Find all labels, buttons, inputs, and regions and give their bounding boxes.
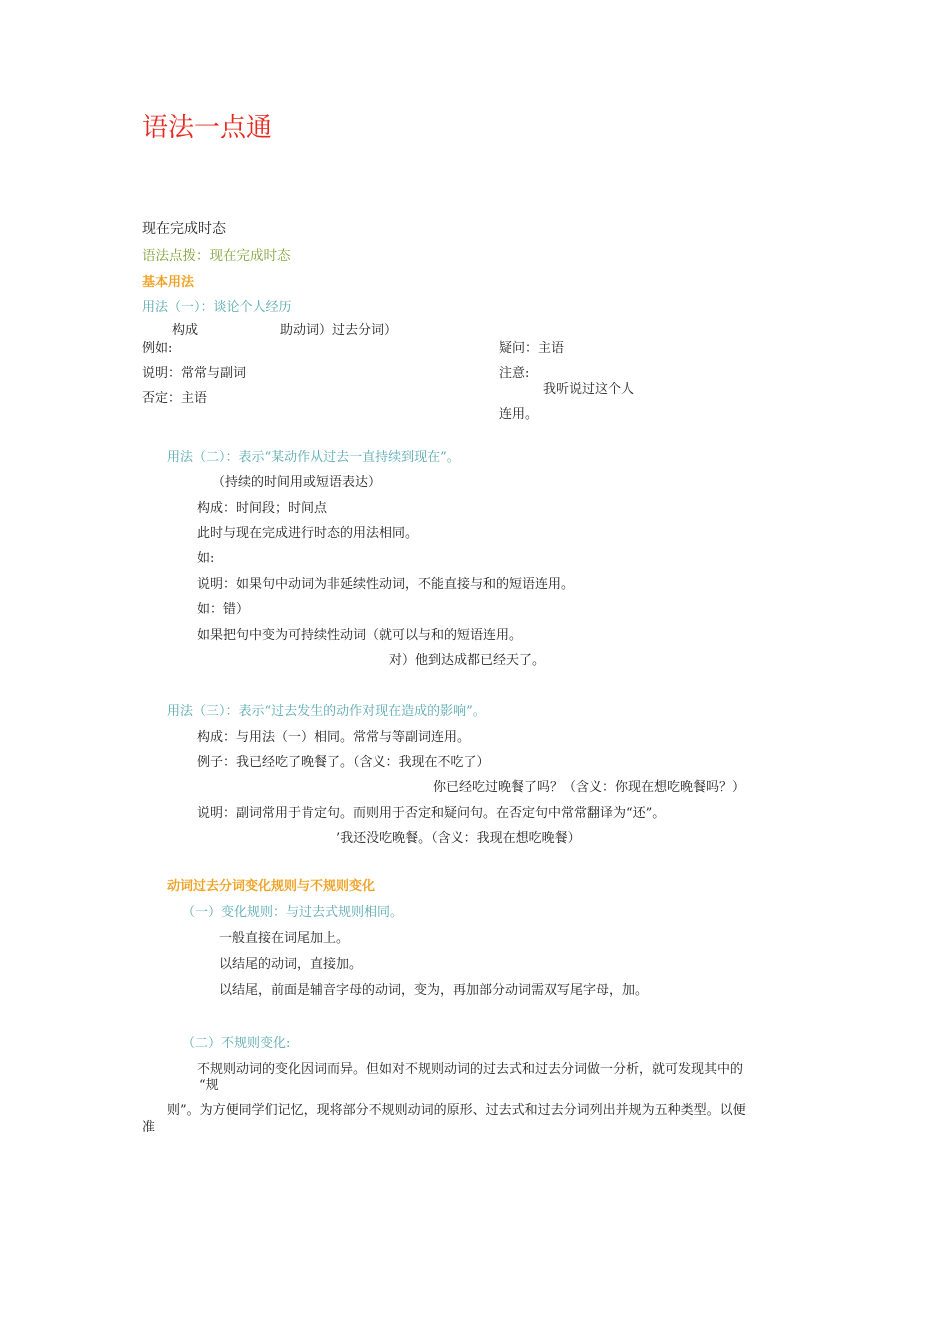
usage1-negative: 否定：主语 bbox=[142, 391, 208, 406]
usage2-line3: 此时与现在完成进行时态的用法相同。 bbox=[197, 526, 419, 541]
usage1-explain: 说明：常常与副词 bbox=[142, 366, 247, 381]
usage1-note: 注意: bbox=[499, 366, 530, 381]
usage2-line7: 如果把句中变为可持续性动词（就可以与和的短语连用。 bbox=[197, 628, 523, 643]
usage3-line1: 构成：与用法（一）相同。常常与等副词连用。 bbox=[197, 730, 471, 745]
rule2: 以结尾的动词，直接加。 bbox=[219, 957, 363, 972]
usage1-note-example: 我听说过这个人 bbox=[543, 382, 635, 397]
usage3-line2: 例子：我已经吃了晚餐了。（含义：我现在不吃了） bbox=[197, 755, 490, 770]
usage3-line5: ’我还没吃晚餐。（含义：我现在想吃晚餐） bbox=[336, 831, 581, 846]
usage2-line8: 对）他到达成都已经天了。 bbox=[389, 653, 546, 668]
usage1-structure-rest: 助动词）过去分词） bbox=[280, 323, 398, 338]
usage3-line3: 你已经吃过晚餐了吗？（含义：你现在想吃晚餐吗？） bbox=[433, 780, 746, 795]
usage1-example: 例如: bbox=[142, 341, 173, 356]
usage2-heading: 用法（二）：表示“某动作从过去一直持续到现在”。 bbox=[167, 450, 460, 465]
usage1-structure-label: 构成 bbox=[172, 323, 199, 338]
usage2-line1: （持续的时间用或短语表达） bbox=[212, 475, 382, 490]
regular-heading: （一）变化规则：与过去式规则相同。 bbox=[182, 905, 404, 920]
subtitle: 语法点拨：现在完成时态 bbox=[142, 248, 291, 264]
doc-title: 语法一点通 bbox=[142, 113, 273, 143]
usage3-line4: 说明：副词常用于肯定句。而则用于否定和疑问句。在否定句中常常翻译为“还”。 bbox=[197, 806, 666, 821]
usage3-heading: 用法（三）：表示“过去发生的动作对现在造成的影响”。 bbox=[167, 704, 486, 719]
usage1-question: 疑问：主语 bbox=[499, 341, 565, 356]
rule1: 一般直接在词尾加上。 bbox=[219, 931, 350, 946]
usage2-line4: 如: bbox=[197, 551, 215, 566]
usage2-line2: 构成：时间段；时间点 bbox=[197, 501, 328, 516]
irregular-line1: 不规则动词的变化因词而异。但如对不规则动词的过去式和过去分词做一分析，就可发现其中的 bbox=[197, 1062, 744, 1077]
irregular-line2b: 准 bbox=[142, 1120, 156, 1135]
irregular-line1b: “规 bbox=[199, 1078, 219, 1093]
basic-usage-heading: 基本用法 bbox=[142, 275, 195, 290]
usage1-heading: 用法（一）：谈论个人经历 bbox=[142, 300, 292, 315]
usage2-line6: 如：错） bbox=[197, 602, 250, 617]
usage2-line5: 说明：如果句中动词为非延续性动词，不能直接与和的短语连用。 bbox=[197, 577, 575, 592]
participle-heading: 动词过去分词变化规则与不规则变化 bbox=[167, 879, 376, 894]
irregular-line2: 则”。为方便同学们记忆，现将部分不规则动词的原形、过去式和过去分词列出并规为五种类型。以便 bbox=[167, 1103, 746, 1118]
section-title: 现在完成时态 bbox=[142, 221, 226, 237]
rule3: 以结尾，前面是辅音字母的动词，变为，再加部分动词需双写尾字母，加。 bbox=[219, 983, 649, 998]
usage1-note-end: 连用。 bbox=[499, 407, 539, 422]
irregular-heading: （二）不规则变化: bbox=[182, 1036, 291, 1051]
